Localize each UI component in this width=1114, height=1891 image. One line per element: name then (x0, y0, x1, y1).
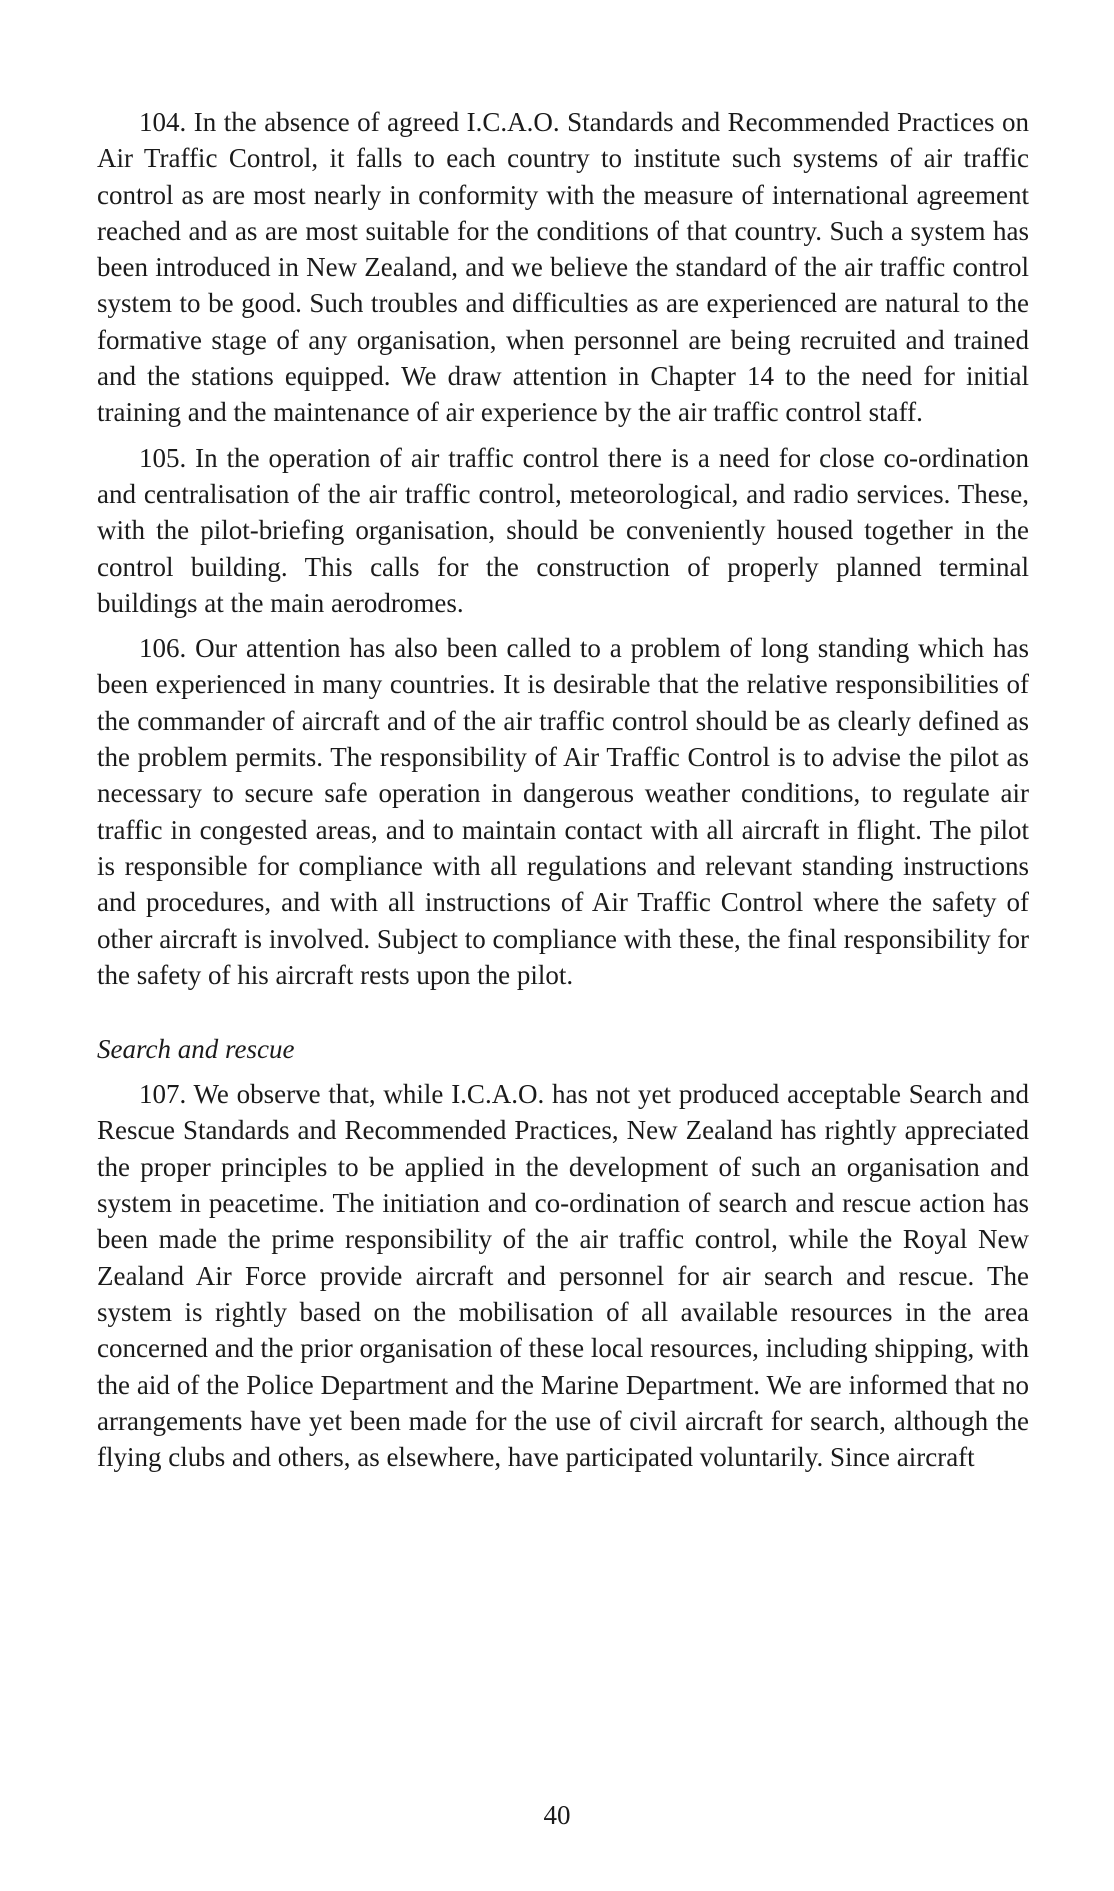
paragraph-106: 106. Our attention has also been called to a problem of long standing which has been experienced in many countries. It is desirable that the relative responsibilities of the commander of aircraft and of the air traffic control should be as clearly defined as the problem permits. The responsibility of Air Traffic Control is to advise the pilot as necessary to secure safe operation in dangerous weather conditions, to regulate air traffic in congested areas, and to maintain contact with all aircraft in flight. The pilot is responsible for compliance with all regulations and relevant standing instructions and procedures, and with all instructions of Air Traffic Control where the safety of other aircraft is involved. Subject to compliance with these, the final responsibility for the safety of his aircraft rests upon the pilot. (97, 633, 1029, 990)
paragraph-105: 105. In the operation of air traffic control there is a need for close co-ordination and centralisation of the air traffic control, meteorological, and radio services. These, with the pilot-briefing organisation, should be conveniently housed together in the control building. This calls for the construction of properly planned terminal buildings at the main aerodromes. (97, 442, 1029, 618)
paragraph-107: 107. We observe that, while I.C.A.O. has not yet produced acceptable Search and Rescue Standards and Recommended Practices, New Zealand has rightly appreciated the proper principles to be applied in the development of such an organisation and system in peacetime. The initiation and co-ordination of search and rescue action has been made the prime responsibility of the air traffic control, while the Royal New Zealand Air Force provide aircraft and personnel for air search and rescue. The system is rightly based on the mobilisation of all available resources in the area concerned and the prior organisation of these local resources, including shipping, with the aid of the Police Department and the Marine Department. We are informed that no arrangements have yet been made for the use of civil aircraft for search, although the flying clubs and others, as elsewhere, have participated voluntarily. Since aircraft (97, 1079, 1029, 1473)
paragraph-104: 104. In the absence of agreed I.C.A.O. Standards and Recommended Practices on Air Traffic Control, it falls to each country to institute such systems of air traffic control as are most nearly in conformity with the measure of international agreement reached and as are most suitable for the conditions of that country. Such a system has been introduced in New Zealand, and we believe the standard of the air traffic control system to be good. Such troubles and difficulties as are experienced are natural to the formative stage of any organisation, when personnel are being recruited and trained and the stations equipped. We draw attention in Chapter 14 to the need for initial training and the maintenance of air experience by the air traffic control staff. (97, 107, 1029, 428)
page-number: 40 (543, 1800, 571, 1830)
section-heading: Search and rescue (97, 1034, 295, 1065)
document-page (97, 104, 1029, 1484)
